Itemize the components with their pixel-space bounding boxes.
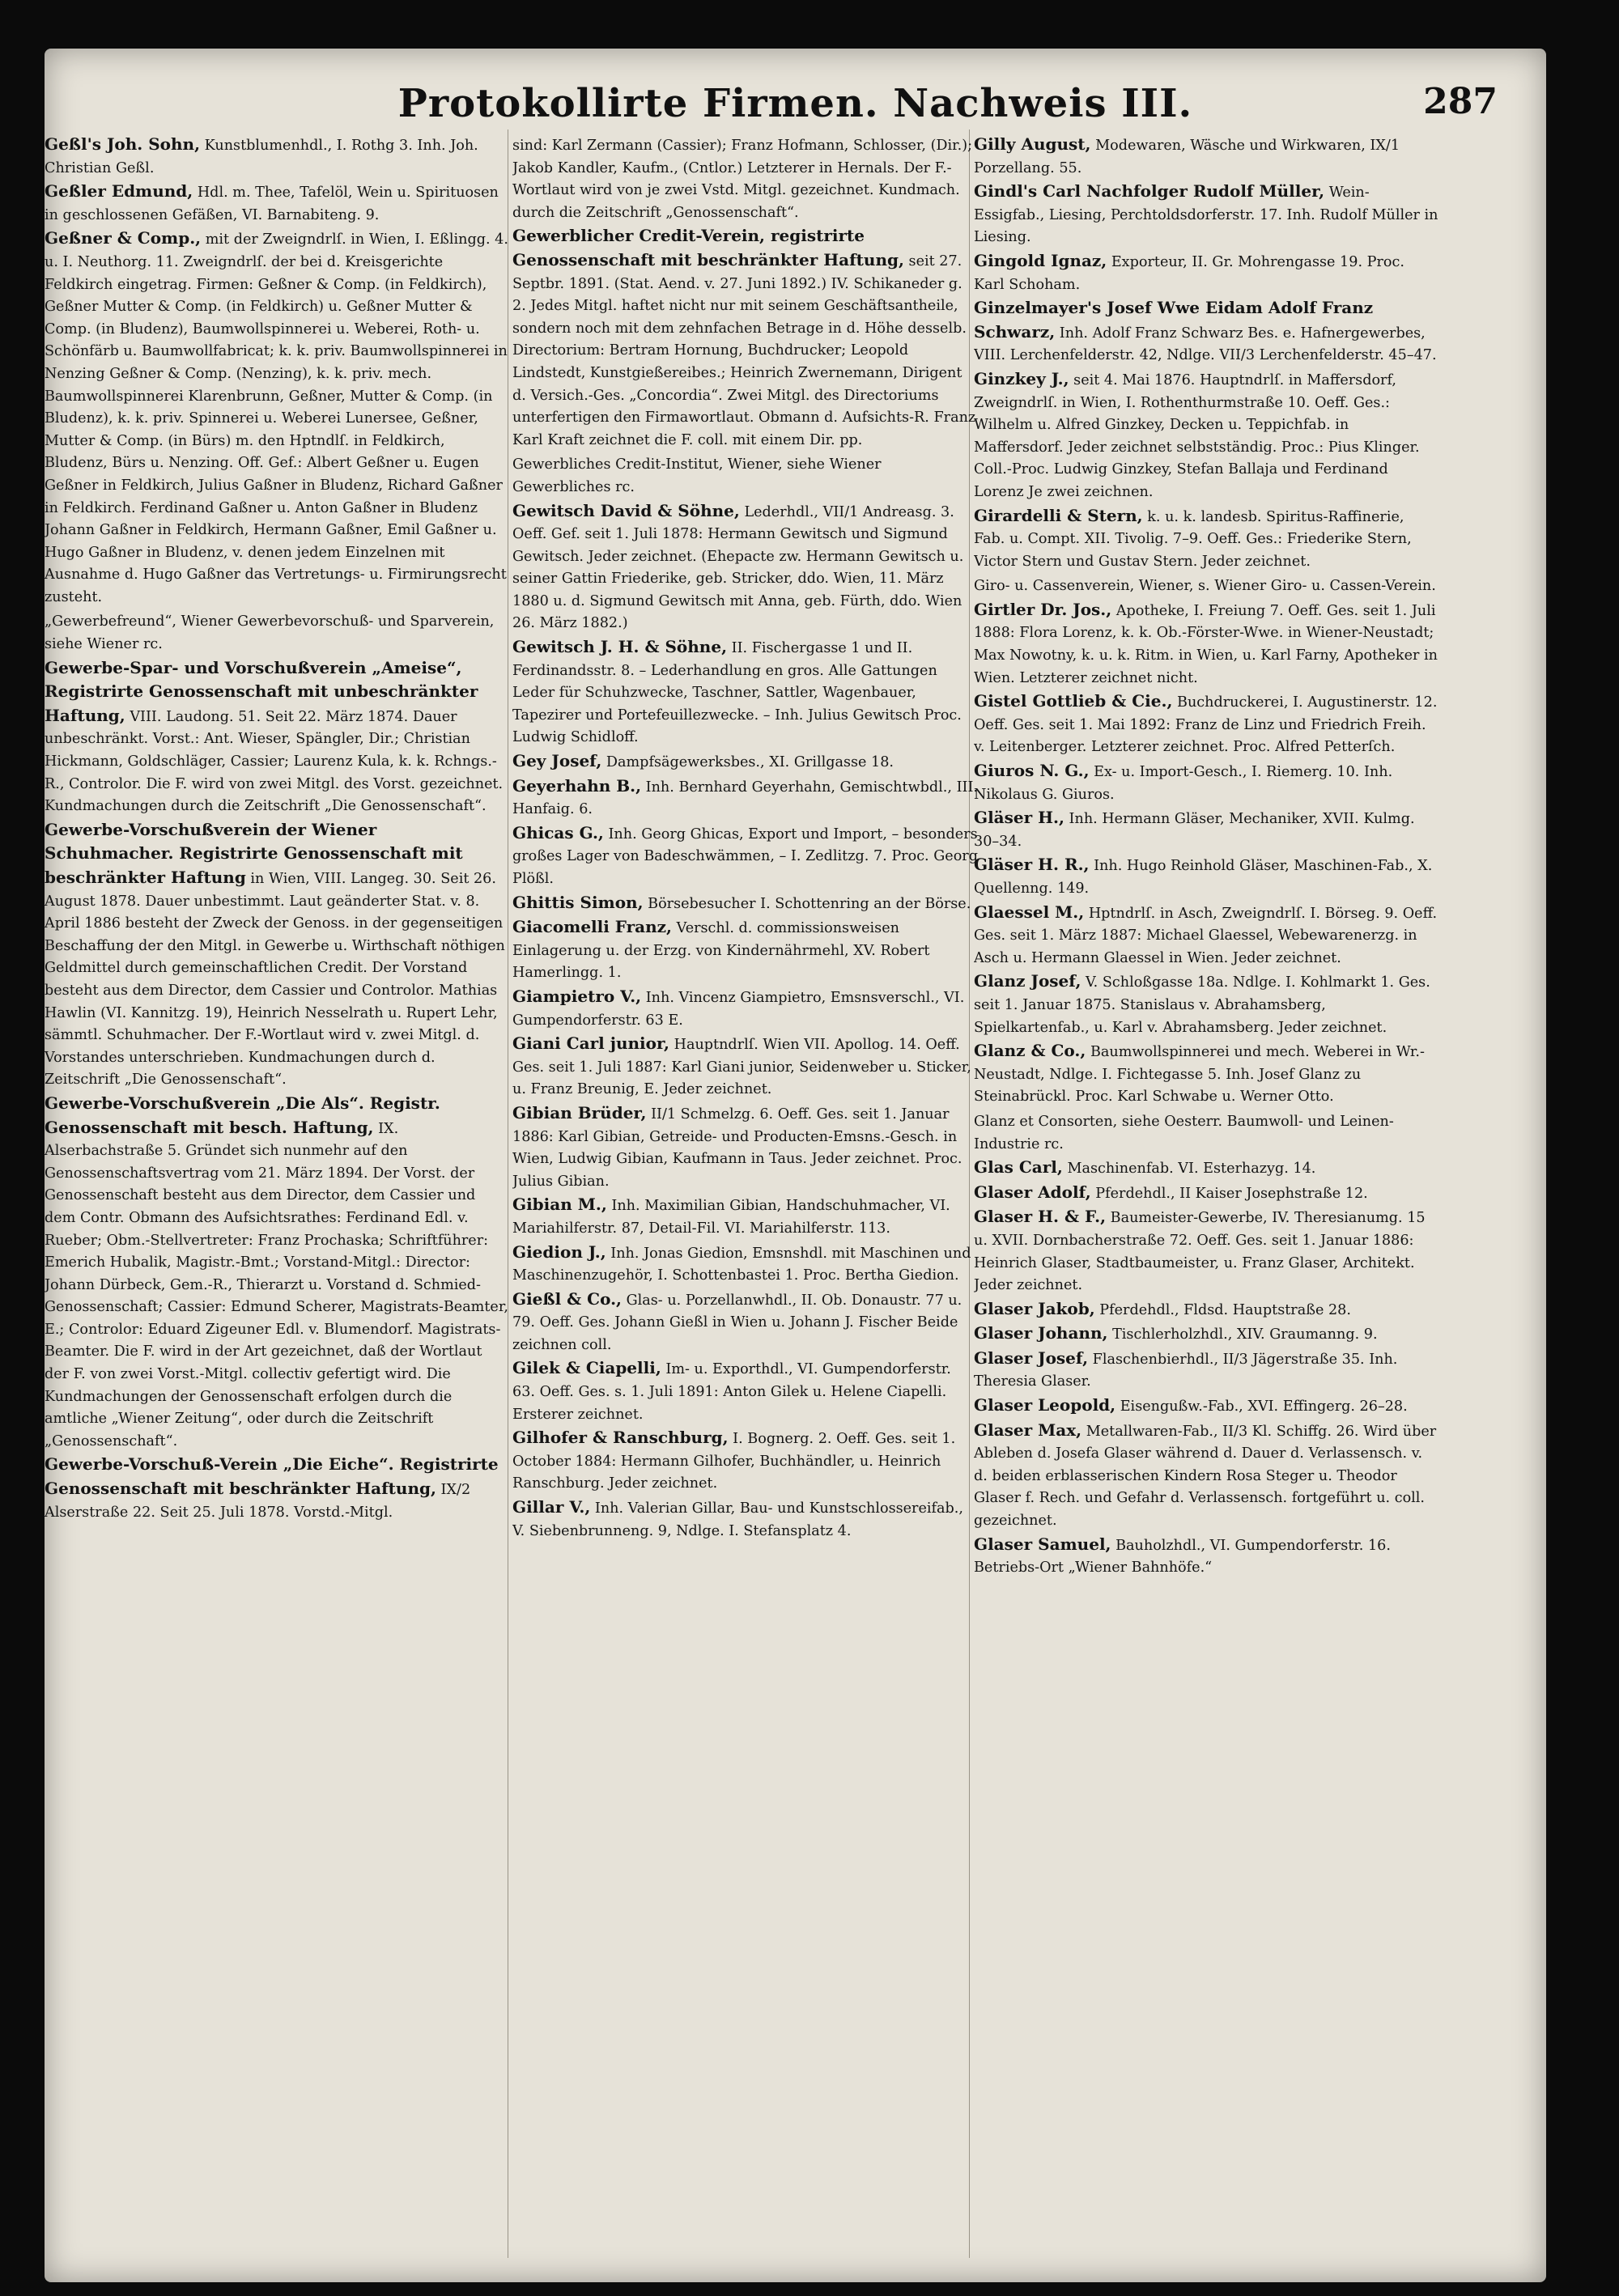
firm-name: Geßner & Comp., [45,228,202,248]
directory-entry [974,1298,1439,1322]
firm-name: Ghicas G., [512,822,604,842]
directory-entry [974,807,1439,853]
firm-name: Geßl's Joh. Sohn, [45,134,201,154]
firm-name: Gewitsch J. H. & Söhne, [512,637,728,657]
firm-name: Gingold Ignaz, [974,250,1107,270]
firm-name: Gläser H. R., [974,855,1090,875]
directory-entry [512,1102,978,1193]
entry-text: Lederhdl., VII/1 Andreasg. 3. Oeff. Gef. seit 1. Juli 1878: Hermann Gewitsch und Sigmund Gewitsch. Jeder zeichnet. (Ehepacte zw. Hermann Gewitsch u. seiner Gattin Friederike, geb. Stricker, ddo. Wien, 11. März 1880 u. d. Sigmund Gewitsch mit Anna, geb. Fürth, ddo. Wien 26. März 1882.) [512,503,964,632]
firm-name: Gewerbe-Spar- und Vorschußverein „Ameise“, Registrirte Genossenschaft mit unbeschränkter Haftung, [45,657,478,725]
firm-name: Giacomelli Franz, [512,917,673,937]
directory-entry [974,1534,1439,1580]
firm-name: Gindl's Carl Nachfolger Rudolf Müller, [974,181,1325,202]
entry-text: Bauholzhdl., VI. Gumpendorferstr. 16. Betriebs-Ort „Wiener Bahnhöfe.“ [974,1537,1391,1577]
entry-text: IX. Alserbachstraße 5. Gründet sich nunmehr auf den Genossenschaftsvertrag vom 21. März 1894. Der Vorst. der Genossenschaft besteht aus dem Director, dem Cassier und dem Contr. Obmann des Aufsichtsrathes: Ferdinand Edl. v. Rueber; Obm.-Stellvertreter: Franz Prochaska; Schriftführer: Emerich Hubalik, Magistr.-Bmt.; Vorstand-Mitgl.: Director: Johann Dürbeck, Gem.-R., Thierarzt u. Vorstand d. Schmied-Genossenschaft; Cassier: Edmund Scherer, Magistrats-Beamter, E.; Controlor: Eduard Zigeuner Edl. v. Blumendorf. Magistrats-Beamter. Die F. wird in der Art gezeichnet, daß der Wortlaut der F. von zwei Vorst.-Mitgl. collectiv gefertigt wird. Die Kundmachungen der Genossenschaft erfolgen durch die amtliche „Wiener Zeitung“, oder durch die Zeitschrift „Genossenschaft“. [45,1120,508,1449]
directory-entry [974,760,1439,806]
entry-text: Ex- u. Import-Gesch., I. Riemerg. 10. Inh. Nikolaus G. Giuros. [974,764,1393,803]
column-3 [974,134,1439,2262]
page-title: Protokollirte Firmen. Nachweis III. [397,81,1193,126]
directory-entry [974,180,1439,249]
directory-entry [512,452,978,499]
entry-text: Eisengußw.-Fab., XVI. Effingerg. 26–28. [1120,1398,1408,1415]
directory-entry [512,1241,978,1288]
entry-text: in Wien, VIII. Langeg. 30. Seit 26. August 1878. Dauer unbestimmt. Laut geänderter Stat. v. 8. April 1886 besteht der Zweck der Genoss. in der gegenseitigen Beschaffung der den Mitgl. in Gewerbe u. Wirthschaft nöthigen Geldmittel durch gemeinschaftlichen Credit. Der Vorstand besteht aus dem Director, dem Cassier und Controlor. Mathias Hawlin (VI. Kannitzg. 19), Heinrich Nesselrath u. Rupert Lehr, sämmtl. Schuhmacher. Der F.-Wortlaut wird v. zwei Mitgl. d. Vorstandes unterschrieben. Kundmachungen durch d. Zeitschrift „Die Genossenschaft“. [45,871,505,1089]
entry-text: Glanz et Consorten, siehe Oesterr. Baumwoll- und Leinen-Industrie rc. [974,1113,1394,1152]
firm-name: Giampietro V., [512,986,642,1006]
entry-text: Hptndrlſ. in Asch, Zweigndrlſ. I. Börseg. 9. Oeff. Ges. seit 1. März 1887: Michael Glaessel, Webewarenerzg. in Asch u. Hermann Glaessel in Wien. Jeder zeichnet. [974,905,1438,966]
entry-text: Inh. Georg Ghicas, Export und Import, – besonders großes Lager von Badeschwämmen, – I. Zedlitzg. 7. Proc. Georg Plößl. [512,825,978,887]
entry-text: k. u. k. landesb. Spiritus-Raffinerie, Fab. u. Compt. XII. Tivolig. 7–9. Oeff. Ges.: Friederike Stern, Victor Stern und Gustav Stern. Jeder zeichnet. [974,508,1412,570]
directory-entry [974,574,1439,598]
directory-entry [45,1454,510,1524]
entry-text: VIII. Laudong. 51. Seit 22. März 1874. Dauer unbeschränkt. Vorst.: Ant. Wieser, Spängler, Dir.; Christian Hickmann, Goldschläger, Cassier; Laurenz Kula, k. k. Rchngs.-R., Controlor. Die F. wird von zwei Mitgl. des Vorst. gezeichnet. Kundmachungen durch die Zeitschrift „Die Genossenschaft“. [45,708,504,815]
directory-entry [45,609,510,656]
directory-entry [974,368,1439,504]
firm-name: Gießl & Co., [512,1288,623,1309]
entry-text: Verschl. d. commissionsweisen Einlagerung u. der Erzg. von Kindernährmehl, XV. Robert Hamerlingg. 1. [512,920,930,982]
directory-entry [974,1322,1439,1347]
entry-text: Dampfsägewerksbes., XI. Grillgasse 18. [606,754,894,771]
entry-text: I. Bognerg. 2. Oeff. Ges. seit 1. October 1884: Hermann Gilhofer, Buchhändler, u. Heinrich Ranschburg. Jeder zeichnet. [512,1431,956,1492]
firm-name: Glanz & Co., [974,1041,1086,1061]
firm-name: Glaser Johann, [974,1323,1108,1343]
directory-entry [974,1040,1439,1109]
firm-name: Glaser Max, [974,1420,1082,1440]
directory-entry [974,1156,1439,1181]
entry-text: V. Schloßgasse 18a. Ndlge. I. Kohlmarkt 1. Ges. seit 1. Januar 1875. Stanislaus v. Abrahamsberg, Spielkartenfab., u. Karl v. Abrahamsberg. Jeder zeichnet. [974,974,1430,1036]
firm-name: Gewerbe-Vorschuß-Verein „Die Eiche“. Registrirte Genossenschaft mit beschränkter Haftung, [45,1454,499,1499]
directory-entry [512,1194,978,1240]
entry-text: Buchdruckerei, I. Augustinerstr. 12. Oeff. Ges. seit 1. Mai 1892: Franz de Linz und Friedrich Freih. v. Leitenberger. Letzterer zeichnet. Proc. Alfred Petterſch. [974,694,1438,756]
entry-text: mit der Zweigndrlſ. in Wien, I. Eßlingg. 4. u. I. Neuthorg. 11. Zweigndrlſ. der bei d. Kreisgerichte Feldkirch eingetrag. Firmen: Geßner & Comp. (in Feldkirch), Geßner Mutter & Comp. (in Feldkirch) u. Geßner Mutter & Comp. (in Bludenz), Baumwollspinnerei u. Weberei, Roth- u. Schönfärb u. Baumwollfabricat; k. k. priv. Baumwollspinnerei in Nenzing Geßner & Comp. (Nenzing), k. k. priv. mech. Baumwollspinnerei Klarenbrunn, Geßner, Mutter & Comp. (in Bludenz), k. k. priv. Spinnerei u. Weberei Lunersee, Geßner, Mutter & Comp. (in Bürs) m. den Hptndlſ. in Feldkirch, Bludenz, Bürs u. Nenzing. Off. Gef.: Albert Geßner u. Eugen Geßner in Feldkirch, Julius Gaßner in Bludenz, Richard Gaßner in Feldkirch. Ferdinand Gaßner u. Anton Gaßner in Bludenz Johann Gaßner in Feldkirch, Hermann Gaßner, Emil Gaßner u. Hugo Gaßner in Bludenz, v. denen jedem Einzelnen mit Ausnahme d. Hugo Gaßner das Vertretungs- u. Firmirungsrecht zusteht. [45,231,508,605]
directory-entry [974,1110,1439,1156]
entry-text: seit 4. Mai 1876. Hauptndrlſ. in Maffersdorf, Zweigndrlſ. in Wien, I. Rothenthurmstraße 10. Oeff. Ges.: Wilhelm u. Alfred Ginzkey, Decken u. Teppichfab. in Maffersdorf. Jeder zeichnet selbstständig. Proc.: Pius Klinger. Coll.-Proc. Ludwig Ginzkey, Stefan Ballaja und Ferdinand Lorenz Je zwei zeichnen. [974,371,1420,500]
entry-text: Tischlerholzhdl., XIV. Graumanng. 9. [1112,1326,1378,1343]
firm-name: Gilly August, [974,134,1091,154]
entry-text: Inh. Valerian Gillar, Bau- und Kunstschlossereifab., V. Siebenbrunneng. 9, Ndlge. I. Stefansplatz 4. [512,1500,963,1539]
directory-entry [512,134,978,224]
directory-entry [974,1394,1439,1419]
directory-entry [974,1347,1439,1394]
entry-text: Inh. Bernhard Geyerhahn, Gemischtwbdl., III. Hanfaig. 6. [512,779,978,818]
firm-name: Gläser H., [974,808,1064,828]
entry-text: II. Fischergasse 1 und II. Ferdinandsstr. 8. – Lederhandlung en gros. Alle Gattungen Leder für Schuhzwecke, Taschner, Sattler, Wagenbauer, Tapezirer und Portefeuillezwecke. – Inh. Julius Gewitsch Proc. Ludwig Schidloff. [512,640,962,746]
entry-text: Im- u. Exporthdl., VI. Gumpendorferstr. 63. Oeff. Ges. s. 1. Juli 1891: Anton Gilek u. Helene Ciapelli. Ersterer zeichnet. [512,1361,951,1423]
directory-entry [512,1496,978,1543]
firm-name: Glaser Josef, [974,1347,1089,1368]
directory-entry [512,822,978,891]
firm-name: Glaser Leopold, [974,1395,1116,1415]
firm-name: Geßler Edmund, [45,181,193,202]
entry-text: Gewerbliches Credit-Institut, Wiener, siehe Wiener Gewerbliches rc. [512,456,882,495]
firm-name: Gilhofer & Ranschburg, [512,1428,729,1448]
entry-text: seit 27. Septbr. 1891. (Stat. Aend. v. 27. Juni 1892.) IV. Schikaneder g. 2. Jedes Mitgl. haftet nicht nur mit seinem Geschäftsantheile, sondern noch mit dem zehnfachen Betrage in d. Höhe desselb. Directorium: Bertram Hornung, Buchdrucker; Leopold Lindstedt, Kunstgießereibes.; Heinrich Zwernemann, Dirigent d. Versich.-Ges. „Concordia“. Zwei Mitgl. des Directoriums unterfertigen den Firmawortlaut. Obmann d. Aufsichts-R. Franz Karl Kraft zeichnet die F. coll. mit einem Dir. pp. [512,253,976,448]
firm-name: Glaser Adolf, [974,1182,1091,1202]
entry-text: Maschinenfab. VI. Esterhazyg. 14. [1067,1161,1316,1178]
entry-text: IX/2 Alserstraße 22. Seit 25. Juli 1878. Vorstd.-Mitgl. [45,1482,471,1521]
entry-text: Pferdehdl., Fldsd. Hauptstraße 28. [1099,1301,1351,1318]
firm-name: Ginzelmayer's Josef Wwe Eidam Adolf Franz Schwarz, [974,298,1374,342]
entry-text: Glas- u. Porzellanwhdl., II. Ob. Donaustr. 77 u. 79. Oeff. Ges. Johann Gießl in Wien u. Johann J. Fischer Beide zeichnen coll. [512,1292,962,1353]
directory-entry [974,1182,1439,1206]
entry-text: Inh. Hugo Reinhold Gläser, Maschinen-Fab., X. Quellenng. 149. [974,858,1433,897]
entry-text: sind: Karl Zermann (Cassier); Franz Hofmann, Schlosser, (Dir.); Jakob Kandler, Kaufm., (Cntlor.) Letzterer in Hernals. Der F.-Wortlaut wird von je zwei Vstd. Mitgl. gezeichnet. Kundmach. durch die Zeitschrift „Genossenschaft“. [512,138,973,221]
firm-name: Glaser Jakob, [974,1298,1095,1318]
directory-entry [45,1093,510,1454]
entry-text: Inh. Hermann Gläser, Mechaniker, XVII. Kulmg. 30–34. [974,811,1415,850]
firm-name: Gewerblicher Credit-Verein, registrirte Genossenschaft mit beschränkter Haftung, [512,226,904,269]
directory-entry [974,250,1439,296]
firm-name: Gibian M., [512,1195,607,1215]
entry-text: Inh. Maximilian Gibian, Handschuhmacher, VI. Mariahilferstr. 87, Detail-Fil. VI. Mariahilferstr. 113. [512,1198,950,1237]
directory-entry [512,775,978,821]
firm-name: Ghittis Simon, [512,892,644,912]
entry-text: Hdl. m. Thee, Tafelöl, Wein u. Spirituosen in geschlossenen Gefäßen, VI. Barnabiteng. 9. [45,185,499,223]
directory-entry [45,819,510,1092]
directory-entry [974,599,1439,690]
directory-entry [974,854,1439,900]
directory-entry [512,750,978,775]
entry-text: Pferdehdl., II Kaiser Josephstraße 12. [1095,1185,1368,1202]
firm-name: Glaser H. & F., [974,1207,1107,1227]
page-number: 287 [1423,81,1498,122]
firm-name: Gistel Gottlieb & Cie., [974,691,1173,711]
directory-entry [512,225,978,452]
directory-entry [974,970,1439,1039]
entry-text: Baumwollspinnerei und mech. Weberei in Wr.-Neustadt, Ndlge. I. Fichtegasse 5. Inh. Josef Glanz zu Steinabrückl. Proc. Karl Schwabe u. Werner Otto. [974,1044,1425,1106]
entry-text: „Gewerbefreund“, Wiener Gewerbevorschuß- und Sparverein, siehe Wiener rc. [45,613,495,653]
directory-entry [974,297,1439,367]
directory-entry [974,1420,1439,1533]
column-2 [512,134,978,2262]
directory-entry [974,505,1439,574]
firm-name: Gibian Brüder, [512,1102,647,1123]
document-sheet [45,49,1546,2282]
directory-entry [512,1427,978,1496]
directory-entry [974,902,1439,970]
entry-text: Hauptndrlſ. Wien VII. Apollog. 14. Oeff. Ges. seit 1. Juli 1887: Karl Giani junior, Seidenweber u. Sticker, u. Franz Breunig, E. Jeder zeichnet. [512,1037,971,1098]
entry-text: Wein-Essigfab., Liesing, Perchtoldsdorferstr. 17. Inh. Rudolf Müller in Liesing. [974,185,1438,246]
entry-text: Modewaren, Wäsche und Wirkwaren, IX/1 Porzellang. 55. [974,138,1400,176]
firm-name: Girtler Dr. Jos., [974,599,1112,619]
entry-text: Apotheke, I. Freiung 7. Oeff. Ges. seit 1. Juli 1888: Flora Lorenz, k. k. Ob.-Förster-Wwe. in Wiener-Neustadt; Max Nowotny, k. u. k. Ritm. in Wien, u. Karl Farny, Apotheker in Wien. Letzterer zeichnet nicht. [974,602,1438,686]
directory-entry [45,227,510,609]
firm-name: Geyerhahn B., [512,775,642,796]
firm-name: Gewerbe-Vorschußverein „Die Als“. Registr. Genossenschaft mit besch. Haftung, [45,1093,440,1137]
column-1 [45,134,510,2262]
entry-text: II/1 Schmelzg. 6. Oeff. Ges. seit 1. Januar 1886: Karl Gibian, Getreide- und Producten-Emsns.-Gesch. in Wien, Ludwig Gibian, Kaufmann in Taus. Jeder zeichnet. Proc. Julius Gibian. [512,1106,962,1190]
directory-entry [512,892,978,916]
directory-entry [512,986,978,1032]
firm-name: Giani Carl junior, [512,1033,670,1054]
entry-text: Inh. Vincenz Giampietro, Emsnsverschl., VI. Gumpendorferstr. 63 E. [512,989,965,1029]
entry-text: Flaschenbierhdl., II/3 Jägerstraße 35. Inh. Theresia Glaser. [974,1351,1398,1390]
entry-text: Exporteur, II. Gr. Mohrengasse 19. Proc. Karl Schoham. [974,253,1404,293]
directory-entry [512,500,978,636]
entry-text: Giro- u. Cassenverein, Wiener, s. Wiener Giro- u. Cassen-Verein. [974,578,1436,595]
directory-entry [45,134,510,180]
firm-name: Gillar V., [512,1497,591,1517]
directory-entry [512,1033,978,1101]
firm-name: Gey Josef, [512,751,602,771]
directory-entry [512,1357,978,1426]
directory-entry [45,657,510,818]
directory-entry [974,690,1439,759]
entry-text: Börsebesucher I. Schottenring an der Börse. [648,895,971,912]
firm-name: Gilek & Ciapelli, [512,1358,661,1378]
firm-name: Glanz Josef, [974,971,1081,991]
directory-entry [45,180,510,227]
firm-name: Gewerbe-Vorschußverein der Wiener Schuhmacher. Registrirte Genossenschaft mit beschränkter Haftung [45,819,463,887]
entry-text: Baumeister-Gewerbe, IV. Theresianumg. 15 u. XVII. Dornbacherstraße 72. Oeff. Ges. seit 1. Januar 1886: Heinrich Glaser, Stadtbaumeister, u. Franz Glaser, Architekt. Jeder zeichnet. [974,1210,1426,1294]
directory-entry [974,1206,1439,1297]
directory-entry [512,916,978,985]
firm-name: Gewitsch David & Söhne, [512,500,740,520]
firm-name: Glas Carl, [974,1157,1063,1178]
firm-name: Giedion J., [512,1241,606,1262]
directory-entry [974,134,1439,180]
entry-text: Kunstblumenhdl., I. Rothg 3. Inh. Joh. Christian Geßl. [45,138,478,176]
firm-name: Glaessel M., [974,902,1085,922]
firm-name: Glaser Samuel, [974,1534,1111,1554]
entry-text: Inh. Jonas Giedion, Emsnshdl. mit Maschinen und Maschinenzugehör, I. Schottenbastei 1. Proc. Bertha Giedion. [512,1245,971,1284]
entry-text: Metallwaren-Fab., II/3 Kl. Schiffg. 26. Wird über Ableben d. Josefa Glaser während d. Dauer d. Verlassensch. v. d. beiden erblasserischen Kindern Rosa Steger u. Theodor Glaser f. Rech. und Gefahr d. Verlassensch. fortgeführt u. coll. gezeichnet. [974,1423,1437,1530]
entry-text: Inh. Adolf Franz Schwarz Bes. e. Hafnergewerbes, VIII. Lerchenfelderstr. 42, Ndlge. VII/3 Lerchenfelderstr. 45–47. [974,325,1437,364]
firm-name: Girardelli & Stern, [974,505,1143,525]
directory-entry [512,636,978,749]
firm-name: Giuros N. G., [974,761,1090,781]
firm-name: Ginzkey J., [974,368,1069,388]
directory-entry [512,1288,978,1357]
